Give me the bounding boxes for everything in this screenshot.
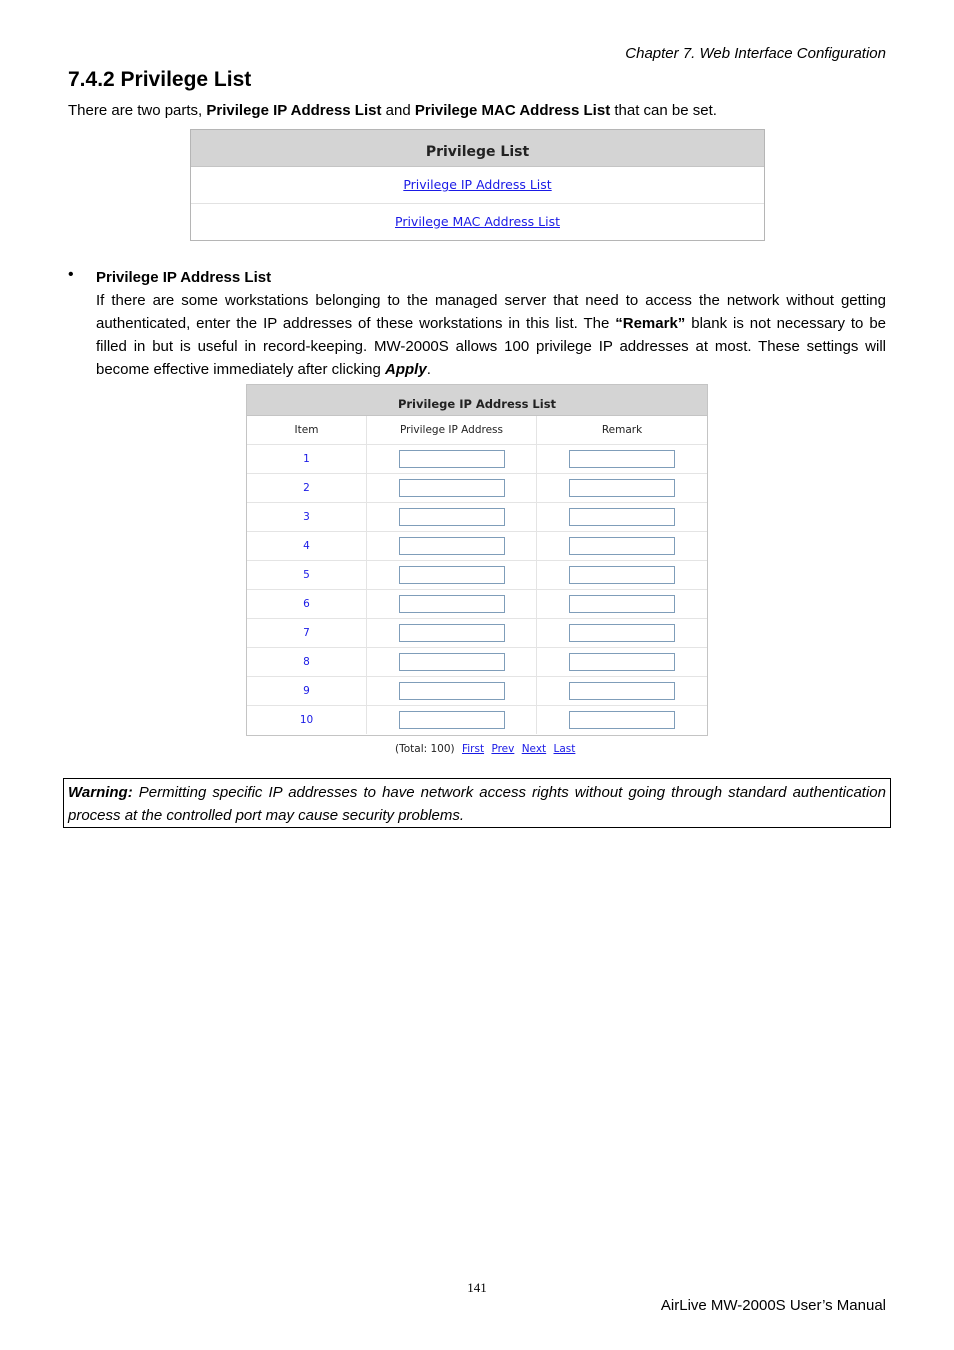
remark-cell — [537, 444, 707, 473]
item-number: 8 — [247, 647, 367, 676]
item-number: 4 — [247, 531, 367, 560]
privilege-list-panel — [190, 129, 765, 241]
remark-input[interactable] — [569, 595, 675, 613]
remark-cell — [537, 473, 707, 502]
ip-cell — [367, 618, 537, 647]
remark-cell — [537, 531, 707, 560]
intro-bold-mac: Privilege MAC Address List — [414, 102, 611, 119]
remark-input[interactable] — [569, 537, 675, 555]
item-number: 5 — [247, 560, 367, 589]
remark-input[interactable] — [569, 566, 675, 584]
item-number: 7 — [247, 618, 367, 647]
ip-cell — [367, 676, 537, 705]
pager-total: (Total: 100) — [395, 743, 455, 755]
pager-next-link[interactable]: Next — [521, 743, 547, 755]
ip-list-table — [247, 416, 707, 734]
intro-mid: and — [381, 102, 415, 119]
privilege-ip-input[interactable] — [399, 653, 505, 671]
item-number: 1 — [247, 444, 367, 473]
remark-input[interactable] — [569, 653, 675, 671]
remark-cell — [537, 560, 707, 589]
privilege-ip-input[interactable] — [399, 508, 505, 526]
privilege-ip-input[interactable] — [399, 624, 505, 642]
item-number: 6 — [247, 589, 367, 618]
para-end: . — [426, 361, 431, 378]
privilege-ip-row — [191, 167, 764, 204]
remark-cell — [537, 705, 707, 734]
privilege-list-title: Privilege List — [191, 130, 764, 167]
warning-box — [63, 778, 891, 828]
warning-text: Permitting specific IP addresses to have network access rights without going through standard authentication process at the controlled port may cause security problems. — [68, 784, 886, 824]
column-header-ip: Privilege IP Address — [367, 416, 537, 444]
section-title: 7.4.2 Privilege List — [68, 68, 252, 91]
intro-post: that can be set. — [610, 102, 717, 119]
privilege-ip-input[interactable] — [399, 595, 505, 613]
privilege-ip-input[interactable] — [399, 479, 505, 497]
ip-cell — [367, 589, 537, 618]
warning-label: Warning: — [68, 784, 133, 801]
item-number: 10 — [247, 705, 367, 734]
remark-input[interactable] — [569, 711, 675, 729]
chapter-header: Chapter 7. Web Interface Configuration — [625, 45, 886, 62]
item-number: 9 — [247, 676, 367, 705]
remark-cell — [537, 618, 707, 647]
para-part-2: blank is not necessary to be filled in but is useful in record-keeping. MW-2000S allows 100 privilege IP addresses at most. These settings will become effective immediately after clicking — [96, 315, 886, 378]
para-part-1: If there are some workstations belonging to the managed server that need to access the network without getting authenticated, enter the IP addresses of these workstations in this list. The — [96, 292, 886, 332]
privilege-ip-input[interactable] — [399, 682, 505, 700]
privilege-mac-address-list-link[interactable]: Privilege MAC Address List — [395, 214, 560, 229]
remark-input[interactable] — [569, 682, 675, 700]
remark-input[interactable] — [569, 508, 675, 526]
pager-prev-link[interactable]: Prev — [491, 743, 515, 755]
ip-list-title: Privilege IP Address List — [247, 385, 707, 416]
ip-cell — [367, 531, 537, 560]
privilege-ip-input[interactable] — [399, 711, 505, 729]
remark-input[interactable] — [569, 450, 675, 468]
ip-cell — [367, 444, 537, 473]
ip-cell — [367, 502, 537, 531]
bullet-icon: • — [68, 266, 74, 283]
pager-first-link[interactable]: First — [461, 743, 485, 755]
privilege-ip-input[interactable] — [399, 537, 505, 555]
privilege-ip-input[interactable] — [399, 450, 505, 468]
item-number: 2 — [247, 473, 367, 502]
remark-input[interactable] — [569, 479, 675, 497]
intro-pre: There are two parts, — [68, 102, 207, 119]
para-remark-bold: “Remark” — [615, 315, 686, 332]
intro-text — [68, 102, 717, 119]
privilege-ip-list-panel — [246, 384, 708, 736]
column-header-item: Item — [247, 416, 367, 444]
pager — [395, 743, 575, 755]
privilege-ip-address-list-link[interactable]: Privilege IP Address List — [403, 177, 552, 192]
para-apply: Apply — [385, 361, 427, 378]
column-header-remark: Remark — [601, 424, 643, 436]
pager-last-link[interactable]: Last — [553, 743, 576, 755]
intro-bold-ip: Privilege IP Address List — [206, 102, 382, 119]
page-number: 141 — [467, 1280, 487, 1295]
privilege-ip-input[interactable] — [399, 566, 505, 584]
ip-cell — [367, 647, 537, 676]
bullet-paragraph — [96, 289, 886, 381]
ip-cell — [367, 705, 537, 734]
remark-cell — [537, 589, 707, 618]
remark-cell — [537, 647, 707, 676]
item-number: 3 — [247, 502, 367, 531]
remark-cell — [537, 502, 707, 531]
privilege-mac-row — [191, 204, 764, 240]
remark-input[interactable] — [569, 624, 675, 642]
bullet-title: Privilege IP Address List — [96, 269, 272, 286]
footer-manual-title: AirLive MW-2000S User’s Manual — [660, 1297, 886, 1314]
remark-cell — [537, 676, 707, 705]
ip-cell — [367, 473, 537, 502]
ip-cell — [367, 560, 537, 589]
